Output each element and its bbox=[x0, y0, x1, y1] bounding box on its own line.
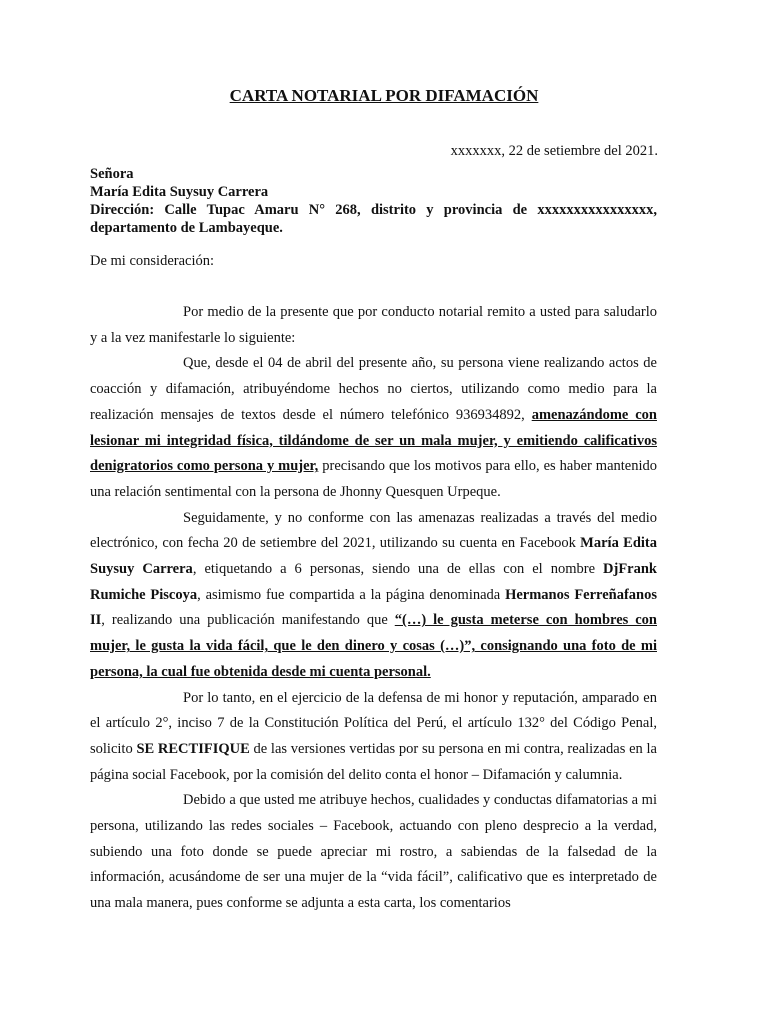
document-title: CARTA NOTARIAL POR DIFAMACIÓN bbox=[229, 86, 539, 105]
p4-emphasis: SE RECTIFIQUE bbox=[136, 740, 250, 757]
p3-quote: “(…) le gusta meterse con hombres con mujer, le gusta la vida fácil, que le den dinero y cosas (…)”, consignando una foto de mi persona, la cual fue obtenida desde mi cuenta personal. bbox=[90, 612, 657, 680]
p3-text-1: Seguidamente, y no conforme con las amenazas realizadas a través del medio electrónico, con fecha 20 de setiembre del 2021, utilizando su cuenta en Facebook bbox=[90, 509, 657, 552]
p3-tagged-name: DjFrank Rumiche Piscoya bbox=[90, 561, 657, 603]
paragraph-1: Por medio de la presente que por conducto notarial remito a usted para saludarlo y a la vez manifestarle lo siguiente: bbox=[90, 304, 657, 346]
letter-body bbox=[90, 300, 657, 917]
p4-text-1: Por lo tanto, en el ejercicio de la defensa de mi honor y reputación, amparado en el artículo 2°, inciso 7 de la Constitución Política del Perú, el artículo 132° del Código Penal, solicito bbox=[90, 689, 657, 757]
paragraph-5: Debido a que usted me atribuye hechos, cualidades y conductas difamatorias a mi persona, utilizando las redes sociales – Facebook, actuando con pleno desprecio a la verdad, subiendo una foto donde se puede apreciar mi rostro, a sabiendas de la falsedad de la información, acusándome de ser una mujer de la “vida fácil”, calificativo que es interpretado de una mala manera, pues conforme se adjunta a esta carta, los comentarios bbox=[90, 792, 657, 912]
date-line: xxxxxxx, 22 de setiembre del 2021. bbox=[450, 143, 658, 159]
paragraph-4 bbox=[90, 686, 657, 789]
recipient-name: María Edita Suysuy Carrera bbox=[90, 184, 269, 200]
recipient-block bbox=[90, 165, 657, 237]
paragraph-2 bbox=[90, 351, 657, 505]
p3-text-4: , realizando una publicación manifestando que bbox=[101, 612, 395, 629]
p2-text-1: Que, desde el 04 de abril del presente año, su persona viene realizando actos de coacción y difamación, atribuyéndome hechos no ciertos, utilizando como medio para la realización mensajes de textos desde el número telefónico 936934892, bbox=[90, 355, 657, 423]
recipient-salutation: Señora bbox=[90, 166, 134, 182]
p2-emphasis: amenazándome con lesionar mi integridad física, tildándome de ser un mala mujer, y emitiendo calificativos denigratorios como persona y mujer, bbox=[90, 406, 657, 475]
p2-text-2: precisando que los motivos para ello, es haber mantenido una relación sentimental con la persona de Jhonny Quesquen Urpeque. bbox=[90, 458, 657, 500]
paragraph-3 bbox=[90, 506, 657, 686]
p4-text-2: de las versiones vertidas por su persona en mi contra, realizadas en la página social Facebook, por la comisión del delito conta el honor – Difamación y calumnia. bbox=[90, 740, 657, 783]
p3-page-name: Hermanos Ferreñafanos II bbox=[90, 586, 658, 629]
greeting: De mi consideración: bbox=[90, 253, 215, 269]
recipient-address: Dirección: Calle Tupac Amaru N° 268, distrito y provincia de xxxxxxxxxxxxxxxx, departamento de Lambayeque. bbox=[90, 202, 657, 236]
p3-text-2: , etiquetando a 6 personas, siendo una de ellas con el nombre bbox=[192, 561, 604, 578]
p3-text-3: , asimismo fue compartida a la página denominada bbox=[197, 586, 506, 603]
p3-account-name: María Edita Suysuy Carrera bbox=[90, 535, 657, 578]
